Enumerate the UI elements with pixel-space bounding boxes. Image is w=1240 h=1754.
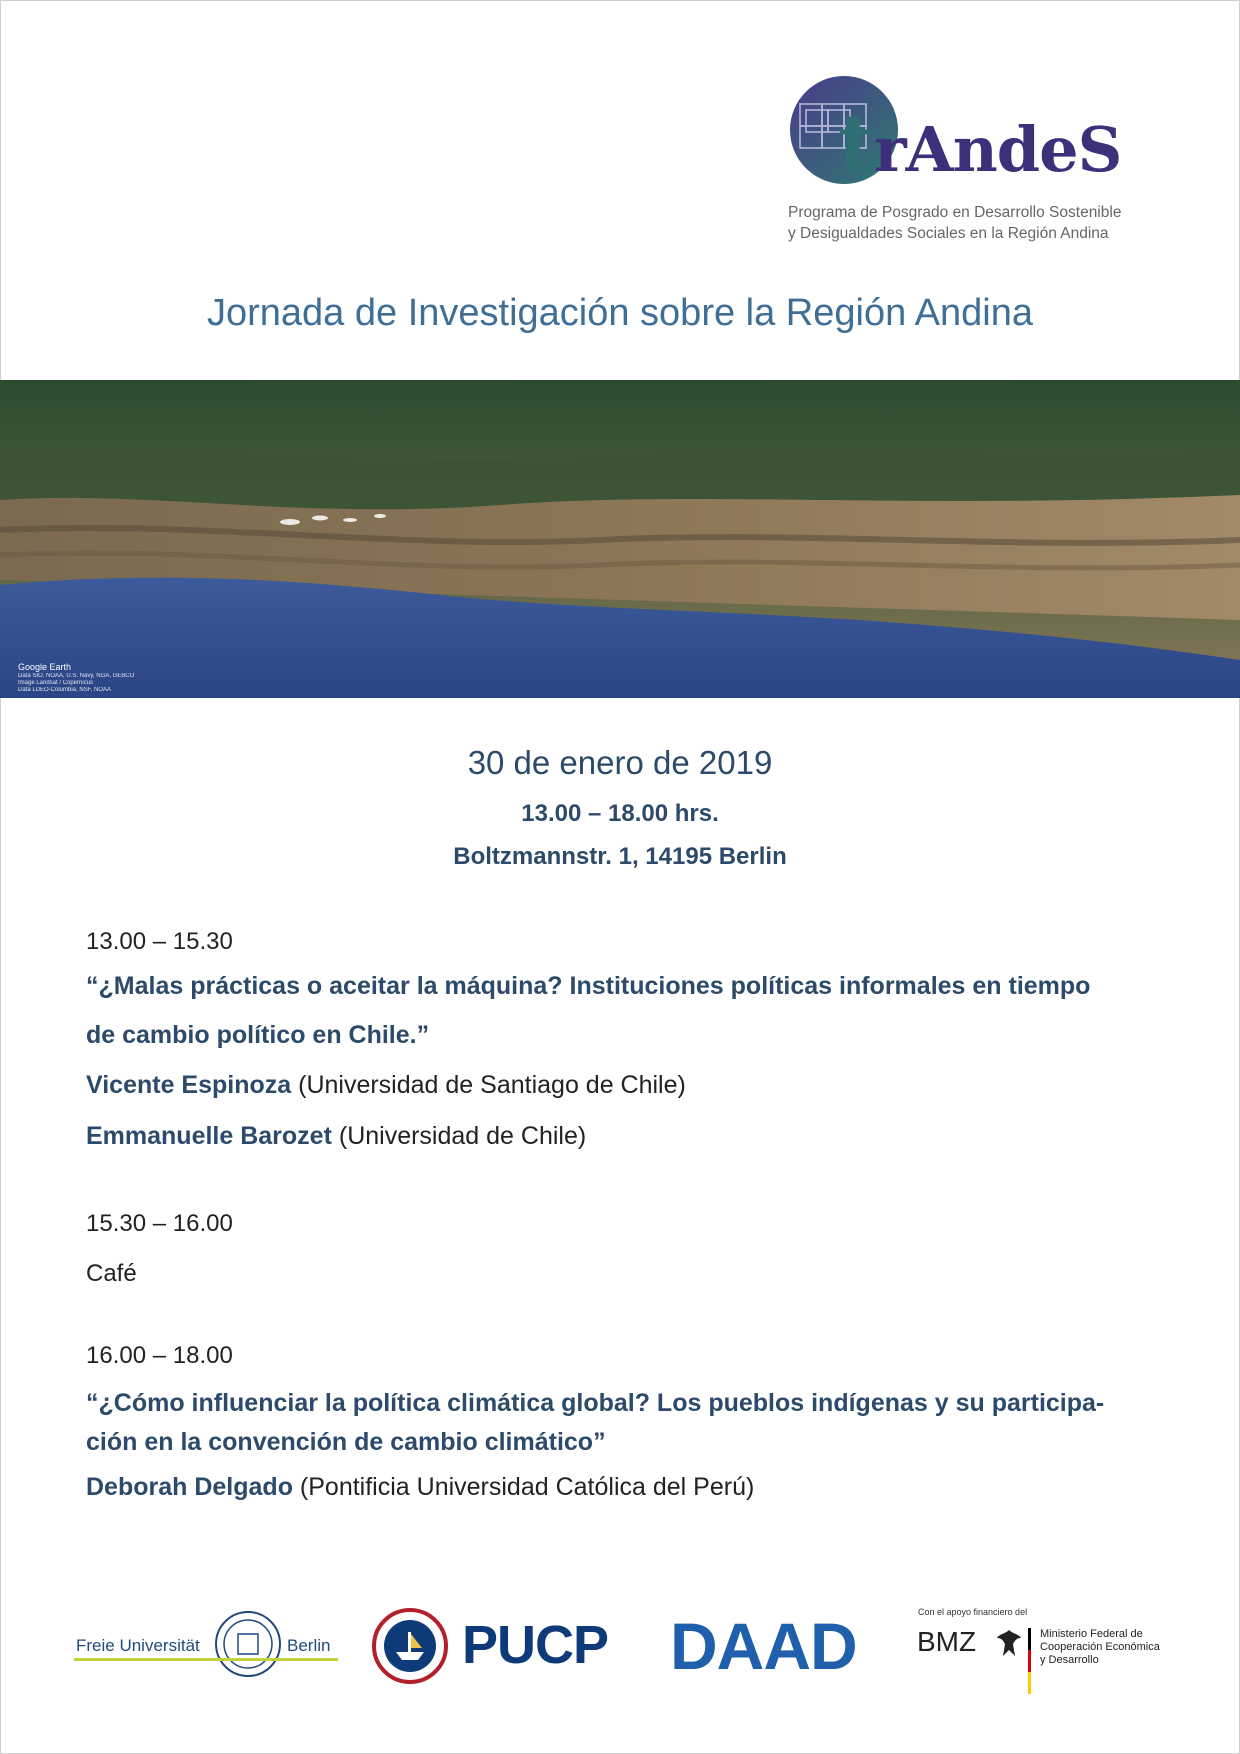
break-time: 15.30 – 16.00 [86,1210,233,1237]
session2-time: 16.00 – 18.00 [86,1342,233,1369]
pucp-logo-text: PUCP [462,1615,609,1675]
trandes-logo [788,74,1148,244]
satellite-banner-image [0,380,1240,698]
bmz-ministry-line: y Desarrollo [1040,1654,1099,1666]
sponsor-logos [0,1596,1240,1696]
break-label: Café [86,1260,137,1287]
attribution-line: Data LDEO-Columbia, NSF, NOAA [18,687,112,693]
bmz-ministry-line: Ministerio Federal de [1040,1628,1143,1640]
trandes-subtitle-line1: Programa de Posgrado en Desarrollo Sostenible [788,204,1122,221]
trandes-subtitle [788,202,1148,244]
daad-logo-text: DAAD [670,1609,857,1683]
bmz-ministry-line: Cooperación Económica [1040,1641,1160,1653]
attribution-title: Google Earth [18,662,72,672]
speaker-name: Emmanuelle Barozet [86,1122,332,1150]
speaker-name: Deborah Delgado [86,1473,293,1501]
fu-seal-icon [214,1610,282,1678]
attribution-line: Image Landsat / Copernicus [18,680,94,686]
session1-time: 13.00 – 15.30 [86,928,233,955]
coffee-break [86,1210,1166,1288]
page-title: Jornada de Investigación sobre la Región Andina [206,292,1034,334]
fu-logo-text-left: Freie Universität [76,1636,200,1655]
speaker-affiliation: (Universidad de Santiago de Chile) [291,1071,686,1099]
session2-title-line2: ción en la convención de cambio climático” [86,1428,606,1456]
event-time: 13.00 – 18.00 hrs. [521,800,719,827]
session1-title-line1: “¿Malas prácticas o aceitar la máquina? Instituciones políticas informales en tiempo [86,972,1091,1000]
andes-landscape-illustration [0,380,1240,698]
federal-eagle-icon [995,1628,1023,1658]
session1-title-line2: de cambio político en Chile.” [86,1021,430,1049]
fu-logo-underline [74,1658,338,1661]
pucp-seal-icon [372,1608,448,1684]
satellite-attribution [18,662,134,694]
session2-title-line1: “¿Cómo influenciar la política climática global? Los pueblos indígenas y su participa- [86,1389,1105,1417]
fu-logo-text-right: Berlin [287,1636,331,1655]
speaker-affiliation: (Universidad de Chile) [331,1122,587,1150]
bmz-support-text: Con el apoyo financiero del [918,1607,1028,1617]
event-date: 30 de enero de 2019 [467,744,773,781]
bmz-ministry-name [1040,1628,1180,1667]
trandes-subtitle-line2: y Desigualdades Sociales en la Región Andina [788,225,1109,242]
event-place: Boltzmannstr. 1, 14195 Berlin [453,843,787,870]
trandes-wordmark: trAndeS [838,96,1122,190]
bmz-logo-text: BMZ [917,1626,977,1657]
session1-speaker1 [86,1060,1166,1111]
session2-speaker1 [86,1462,1166,1513]
german-flag-stripe [1028,1628,1031,1694]
session2 [86,1342,1166,1513]
session1 [86,928,1166,1162]
attribution-line: Data SIO, NOAA, U.S. Navy, NGA, GEBCO [18,673,135,679]
session1-speaker2 [86,1111,1166,1162]
speaker-affiliation: (Pontificia Universidad Católica del Perú) [292,1473,755,1501]
speaker-name: Vicente Espinoza [86,1071,292,1099]
